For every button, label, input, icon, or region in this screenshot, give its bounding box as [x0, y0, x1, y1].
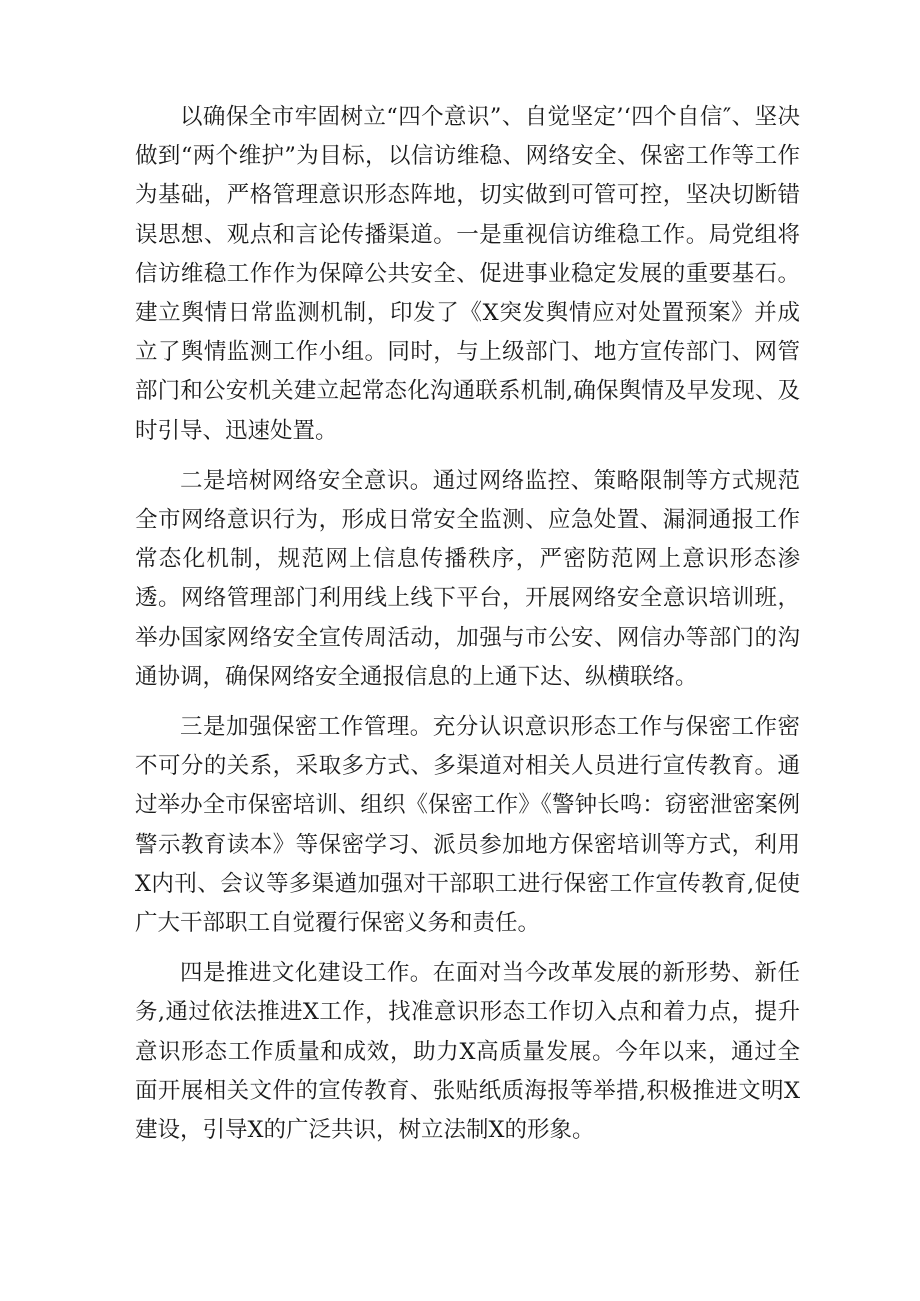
paragraph-culture-building: 四是推进文化建设工作。在面对当今改革发展的新形势、新任务,通过依法推进X工作，找准意识形态工作切入点和着力点，提升意识形态工作质量和成效，助力X高质量发展。今年以来，通过全面开展相关文件的宣传教育、张贴纸质海报等举措,积极推进文明X建设，引导X的广泛共识，树立法制X的形象。 — [135, 960, 800, 1144]
paragraph-intro-stability: 以确保全市牢固树立“四个意识”、自觉坚定’‘四个自信″、坚决做到“两个维护”为目标，以信访维稳、网络安全、保密工作等工作为基础，严格管理意识形态阵地，切实做到可管可控，坚决切断错误思想、观点和言论传播渠道。一是重视信访维稳工作。局党组将信访维稳工作作为保障公共安全、促进事业稳定发展的重要基石。建立舆情日常监测机制，印发了《X突发舆情应对处置预案》并成立了舆情监测工作小组。同时，与上级部门、地方宣传部门、网管部门和公安机关建立起常态化沟通联系机制,确保舆情及早发现、及时引导、迅速处置。 — [135, 104, 800, 444]
document-body — [135, 98, 800, 1161]
paragraph-network-security: 二是培树网络安全意识。通过网络监控、策略限制等方式规范全市网络意识行为，形成日常安全监测、应急处置、漏洞通报工作常态化机制，规范网上信息传播秩序，严密防范网上意识形态渗透。网络管理部门利用线上线下平台，开展网络安全意识培训班，举办国家网络安全宣传周活动，加强与市公安、网信办等部门的沟通协调，确保网络安全通报信息的上通下达、纵横联络。 — [135, 467, 800, 690]
paragraph-confidentiality: 三是加强保密工作管理。充分认识意识形态工作与保密工作密不可分的关系，采取多方式、多渠道对相关人员进行宣传教育。通过举办全市保密培训、组织《保密工作》《警钟长鸣：窃密泄密案例警示教育读本》等保密学习、派员参加地方保密培训等方式，利用X内刊、会议等多渠遒加强对干部职工进行保密工作宣传教育,促使广大干部职工自觉覆行保密义务和责任。 — [135, 714, 800, 937]
